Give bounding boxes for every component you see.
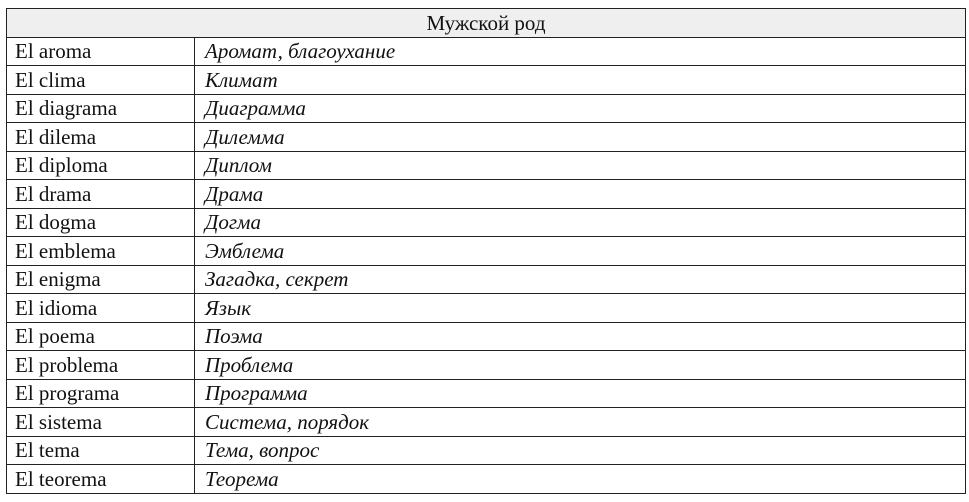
table-row (7, 208, 966, 237)
table-row (7, 294, 966, 323)
russian-translation: Загадка, секрет (195, 265, 966, 294)
table-row (7, 180, 966, 209)
russian-translation: Аромат, благоухание (195, 37, 966, 66)
russian-translation: Диплом (195, 151, 966, 180)
russian-translation: Драма (195, 180, 966, 209)
russian-translation: Дилемма (195, 123, 966, 152)
russian-translation: Поэма (195, 322, 966, 351)
table-row (7, 123, 966, 152)
russian-translation: Догма (195, 208, 966, 237)
spanish-word: El idioma (7, 294, 195, 323)
russian-translation: Тема, вопрос (195, 436, 966, 465)
russian-translation: Язык (195, 294, 966, 323)
spanish-word: El dogma (7, 208, 195, 237)
table-row (7, 379, 966, 408)
spanish-word: El emblema (7, 237, 195, 266)
table-row (7, 265, 966, 294)
spanish-word: El diploma (7, 151, 195, 180)
spanish-word: El dilema (7, 123, 195, 152)
table-row (7, 66, 966, 95)
russian-translation: Программа (195, 379, 966, 408)
spanish-word: El aroma (7, 37, 195, 66)
spanish-word: El programa (7, 379, 195, 408)
table-row (7, 151, 966, 180)
spanish-word: El teorema (7, 465, 195, 494)
vocabulary-table (6, 8, 966, 494)
russian-translation: Эмблема (195, 237, 966, 266)
spanish-word: El drama (7, 180, 195, 209)
spanish-word: El diagrama (7, 94, 195, 123)
russian-translation: Теорема (195, 465, 966, 494)
header-row (7, 9, 966, 38)
spanish-word: El tema (7, 436, 195, 465)
table-row (7, 436, 966, 465)
russian-translation: Система, порядок (195, 408, 966, 437)
russian-translation: Проблема (195, 351, 966, 380)
spanish-word: El poema (7, 322, 195, 351)
spanish-word: El problema (7, 351, 195, 380)
spanish-word: El enigma (7, 265, 195, 294)
table-row (7, 322, 966, 351)
spanish-word: El sistema (7, 408, 195, 437)
russian-translation: Диаграмма (195, 94, 966, 123)
russian-translation: Климат (195, 66, 966, 95)
table-row (7, 465, 966, 494)
table-row (7, 94, 966, 123)
table-header: Мужской род (7, 9, 966, 38)
table-row (7, 408, 966, 437)
table-row (7, 37, 966, 66)
table-row (7, 237, 966, 266)
spanish-word: El clima (7, 66, 195, 95)
table-row (7, 351, 966, 380)
